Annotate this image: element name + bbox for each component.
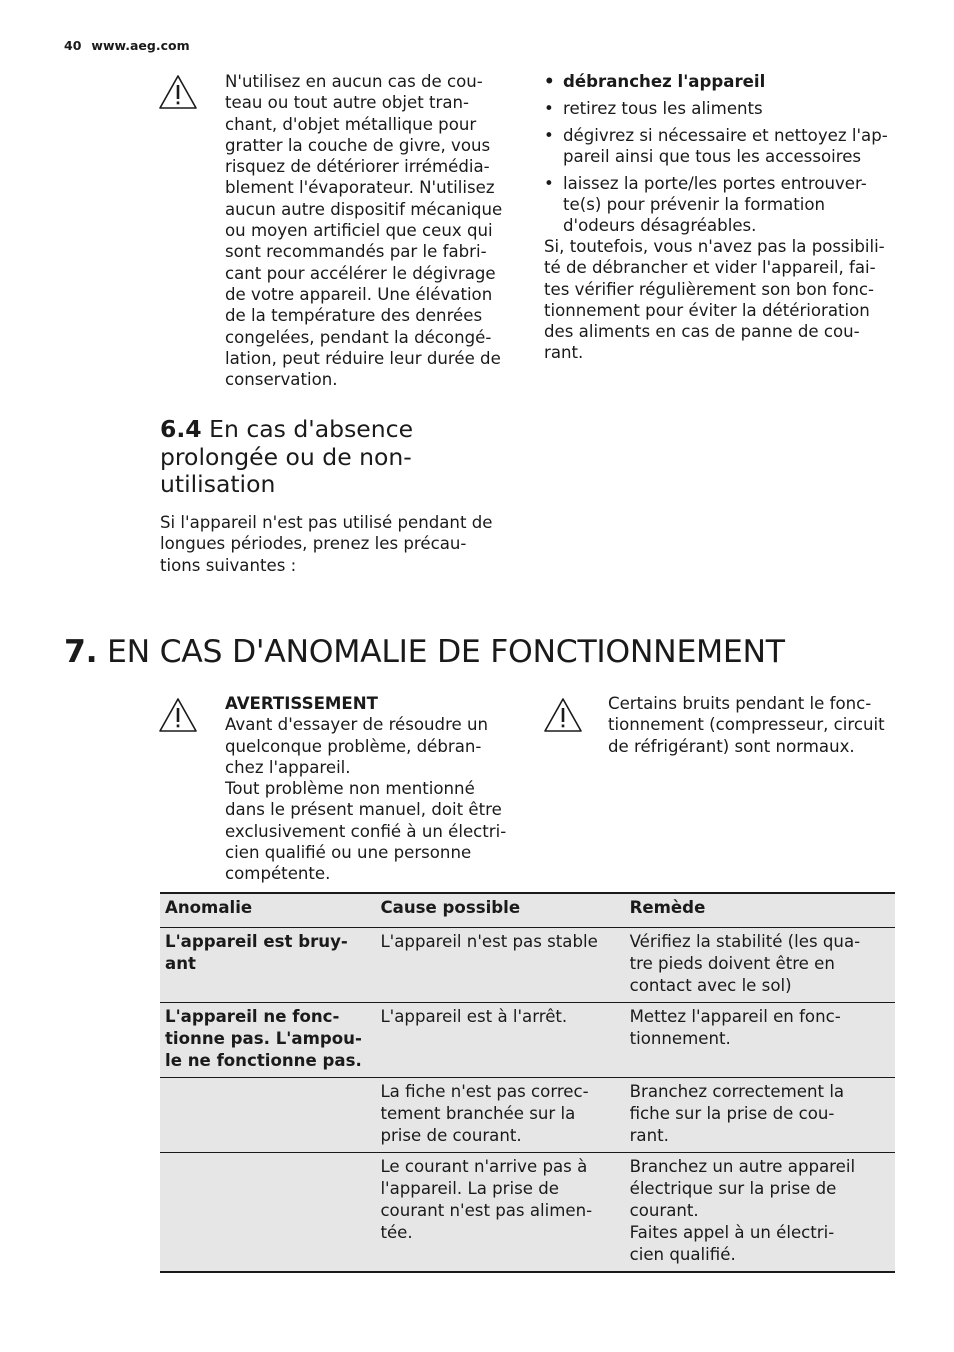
text-line: ou moyen artificiel que ceux qui: [225, 221, 493, 241]
cell-anomalie: [160, 1002, 375, 1077]
text-line: risquez de détériorer irrémédia-: [225, 157, 490, 177]
warning-triangle-icon: [158, 697, 198, 733]
text-line: Avant d'essayer de résoudre un: [225, 715, 489, 735]
text-line: compétente.: [225, 864, 331, 884]
text-line: rant.: [629, 1125, 669, 1145]
table-header-row: [160, 893, 895, 927]
chapter-7-title: [64, 634, 785, 670]
text-line: exclusivement confié à un électri-: [225, 821, 507, 841]
text-line: tement branchée sur la: [380, 1103, 576, 1123]
text-line: Le courant n'arrive pas à: [380, 1156, 588, 1176]
cell-remede: [625, 1077, 895, 1152]
cell-anomalie: [160, 1152, 375, 1272]
text-line: tionnement (compresseur, circuit: [608, 715, 885, 735]
text-line: courant n'est pas alimen-: [380, 1200, 593, 1220]
cell-anomalie: [160, 927, 375, 1002]
cell-remede: [625, 1152, 895, 1272]
text-line: L'appareil ne fonc-: [165, 1006, 340, 1026]
table-row: [160, 1002, 895, 1077]
cell-cause: [375, 1152, 624, 1272]
title-line: utilisation: [160, 470, 276, 498]
table-row: [160, 927, 895, 1002]
cell-cause: [375, 927, 624, 1002]
text-line: fiche sur la prise de cou-: [629, 1103, 835, 1123]
text-line: chez l'appareil.: [225, 757, 351, 777]
text-line: N'utilisez en aucun cas de cou-: [225, 72, 483, 91]
text-line: conservation.: [225, 370, 338, 390]
text-line: lation, peut réduire leur durée de: [225, 348, 501, 368]
list-item: [544, 98, 904, 119]
text-line: L'appareil n'est pas stable: [380, 931, 598, 951]
text-line: Mettez l'appareil en fonc-: [629, 1006, 841, 1026]
text-line: cien qualifié.: [629, 1244, 736, 1264]
troubleshooting-table: [160, 892, 895, 1273]
text-line: chant, d'objet métallique pour: [225, 114, 477, 134]
text-line: té de débrancher et vider l'appareil, fai-: [544, 258, 876, 278]
text-line: • retirez tous les aliments: [563, 98, 763, 118]
text-line: électrique sur la prise de: [629, 1178, 837, 1198]
warning-triangle-icon: [543, 697, 583, 733]
page-number: 40: [64, 38, 82, 53]
text-line: tée.: [380, 1222, 413, 1242]
header-url: www.aeg.com: [91, 38, 190, 53]
text-line: Si l'appareil n'est pas utilisé pendant de: [160, 513, 493, 532]
text-line: L'appareil est à l'arrêt.: [380, 1006, 568, 1026]
text-line: de réfrigérant) sont normaux.: [608, 736, 855, 756]
warning-top-text: [225, 71, 520, 390]
text-line: Certains bruits pendant le fonc-: [608, 694, 872, 713]
text-line: tre pieds doivent être en: [629, 953, 835, 973]
column-header-anomalie: Anomalie: [165, 898, 253, 917]
text-line: longues périodes, prenez les précau-: [160, 534, 467, 554]
text-line: • laissez la porte/les portes entrouver-: [563, 173, 867, 193]
text-line: Faites appel à un électri-: [629, 1222, 835, 1242]
text-line: tionnement.: [629, 1028, 731, 1048]
text-line: tions suivantes :: [160, 555, 297, 575]
text-line: Branchez correctement la: [629, 1081, 845, 1101]
text-line: tionne pas. L'ampou-: [165, 1028, 362, 1048]
list-item: [544, 173, 904, 237]
cell-remede: [625, 1002, 895, 1077]
text-line: Branchez un autre appareil: [629, 1156, 856, 1176]
page-header: [64, 38, 190, 53]
text-line: • dégivrez si nécessaire et nettoyez l'ap-: [563, 125, 888, 145]
cell-anomalie: [160, 1077, 375, 1152]
table-row: [160, 1152, 895, 1272]
text-line: dans le présent manuel, doit être: [225, 800, 502, 820]
warning-avertissement-text: [225, 693, 520, 885]
warning-heading: AVERTISSEMENT: [225, 694, 378, 713]
text-line: sont recommandés par le fabri-: [225, 242, 487, 262]
text-line: Tout problème non mentionné: [225, 779, 475, 799]
text-line: te(s) pour prévenir la formation: [563, 194, 826, 214]
text-line: d'odeurs désagréables.: [563, 216, 757, 236]
chapter-title-text: EN CAS D'ANOMALIE DE FONCTIONNEMENT: [107, 634, 785, 670]
text-line: courant.: [629, 1200, 699, 1220]
cell-remede: [625, 927, 895, 1002]
text-line: cien qualifié ou une personne: [225, 843, 472, 863]
cell-cause: [375, 1002, 624, 1077]
title-line: prolongée ou de non-: [160, 442, 412, 471]
section-6-4-intro: [160, 512, 510, 576]
text-line: l'appareil. La prise de: [380, 1178, 559, 1198]
text-line: le ne fonctionne pas.: [165, 1050, 362, 1070]
text-line: rant.: [544, 343, 584, 363]
text-line: tionnement pour éviter la détérioration: [544, 300, 870, 320]
text-line: prise de courant.: [380, 1125, 522, 1145]
text-line: cant pour accélérer le dégivrage: [225, 263, 496, 283]
text-line: pareil ainsi que tous les accessoires: [563, 146, 862, 166]
text-line: de la température des denrées: [225, 306, 483, 326]
text-line: L'appareil est bruy-: [165, 931, 348, 951]
list-item: [544, 71, 904, 92]
text-line: teau ou tout autre objet tran-: [225, 93, 469, 113]
text-line: Si, toutefois, vous n'avez pas la possibili-: [544, 237, 885, 256]
text-line: blement l'évaporateur. N'utilisez: [225, 178, 495, 198]
text-line: La fiche n'est pas correc-: [380, 1081, 589, 1101]
text-line: de votre appareil. Une élévation: [225, 284, 493, 304]
list-item: [544, 125, 904, 168]
column-header-cause: Cause possible: [380, 898, 521, 917]
column-header-remede: Remède: [629, 898, 706, 917]
text-line: tes vérifier régulièrement son bon fonc-: [544, 279, 875, 299]
section-6-4-title: [160, 416, 500, 499]
title-line: En cas d'absence: [209, 415, 414, 443]
text-line: aucun autre dispositif mécanique: [225, 199, 503, 219]
text-line: ant: [165, 953, 196, 973]
warning-triangle-icon: [158, 74, 198, 110]
precautions-list: [544, 71, 904, 237]
chapter-number: 7.: [64, 634, 98, 670]
text-line: • débranchez l'appareil: [563, 72, 766, 91]
section-number: 6.4: [160, 415, 202, 443]
table-row: [160, 1077, 895, 1152]
text-line: des aliments en cas de panne de cou-: [544, 322, 860, 342]
cell-cause: [375, 1077, 624, 1152]
text-line: contact avec le sol): [629, 975, 792, 995]
warning-noise-text: [608, 693, 908, 757]
text-line: congelées, pendant la décongé-: [225, 327, 492, 347]
text-line: gratter la couche de givre, vous: [225, 135, 491, 155]
text-line: Vérifiez la stabilité (les qua-: [629, 931, 861, 951]
text-line: quelconque problème, débran-: [225, 736, 482, 756]
section-6-4-after: [544, 236, 904, 364]
